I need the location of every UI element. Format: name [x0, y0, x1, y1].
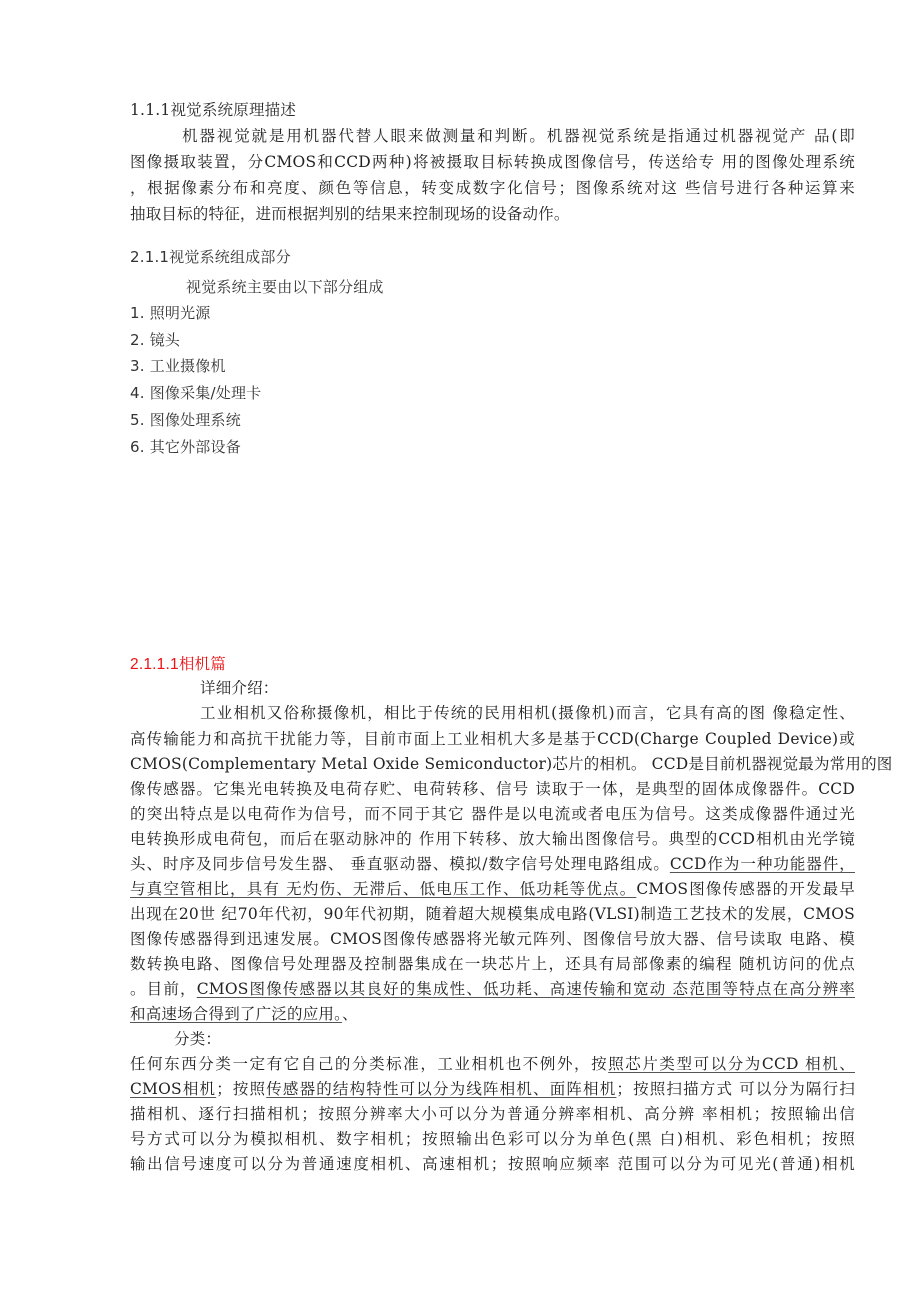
heading-text: 相机篇: [178, 655, 226, 673]
list-label: 图像处理系统: [149, 411, 241, 429]
paragraph-line: 电转换形成电荷包，而后在驱动脉冲的 作用下转移、放大输出图像信号。典型的CCD相机由光学镜: [130, 830, 855, 848]
list-item: [130, 383, 261, 403]
section-heading-camera: [130, 654, 226, 675]
underlined-text: CMOS图像传感器以其良好的集成性、低功耗、高速传输和宽动 态范围等特点在高分辨率: [196, 980, 855, 998]
list-label: 镜头: [149, 331, 181, 349]
paragraph-line: 出现在20世 纪70年代初，90年代初期，随着超大规模集成电路(VLSI)制造工艺技术的发展，CMOS: [130, 905, 855, 923]
list-item: [130, 330, 180, 350]
underlined-text: 传感器的结构特性可以分为线阵相机、面阵相机: [266, 1080, 617, 1098]
text-run: 任何东西分类一定有它自己的分类标准，工业相机也不例外，按: [130, 1055, 609, 1073]
section-heading-principle: 1.1.1视觉系统原理描述: [130, 101, 297, 119]
classification-label: 分类：: [174, 1030, 222, 1048]
paragraph-line: [130, 1054, 855, 1074]
paragraph-line: [130, 1079, 855, 1099]
heading-number: 2.1.1.1: [130, 656, 179, 673]
paragraph-line: 工业相机又俗称摄像机，相比于传统的民用相机(摄像机)而言，它具有高的图 像稳定性、: [200, 704, 855, 722]
text-run: CMOS图像传感器的开发最早: [636, 880, 855, 898]
list-number: 3.: [130, 357, 145, 375]
list-label: 图像采集/处理卡: [149, 384, 262, 402]
paragraph-line: 的突出特点是以电荷作为信号，而不同于其它 器件是以电流或者电压为信号。这类成像器件通过光: [130, 805, 855, 823]
list-number: 1.: [130, 304, 145, 322]
list-item: [130, 356, 226, 376]
paragraph-line: 数转换电路、图像信号处理器及控制器集成在一块芯片上，还具有局部像素的编程 随机访问的优点: [130, 955, 855, 973]
list-number: 4.: [130, 384, 145, 402]
components-intro: 视觉系统主要由以下部分组成: [186, 278, 384, 296]
paragraph-line: 机器视觉就是用机器代替人眼来做测量和判断。机器视觉系统是指通过机器视觉产 品(即: [130, 127, 855, 145]
list-item: [130, 303, 211, 323]
paragraph-line: [130, 879, 855, 899]
text-run: ；按照: [216, 1080, 267, 1098]
text-run: 。目前，: [130, 980, 197, 998]
list-item: [130, 437, 241, 457]
list-label: 其它外部设备: [149, 438, 241, 456]
detail-label: 详细介绍：: [200, 679, 279, 697]
paragraph-line: 描相机、逐行扫描相机；按照分辨率大小可以分为普通分辨率相机、高分辨 率相机；按照输出信: [130, 1105, 855, 1123]
paragraph-line: [130, 1004, 358, 1024]
underlined-text: 与真空管相比，具有 无灼伤、无滞后、低电压工作、低功耗等优点。: [130, 880, 637, 898]
section-heading-components: 2.1.1视觉系统组成部分: [130, 248, 291, 266]
underlined-text: 照芯片类型可以分为CCD 相机、: [608, 1055, 855, 1073]
paragraph-line: [130, 854, 855, 874]
underlined-text: 和高速场合得到了广泛的应用。: [130, 1005, 343, 1023]
paragraph-line: ，根据像素分布和亮度、颜色等信息，转变成数字化信号；图像系统对这 些信号进行各种运算来: [130, 179, 855, 197]
paragraph-line: 输出信号速度可以分为普通速度相机、高速相机；按照响应频率 范围可以分为可见光(普通)相机: [130, 1155, 855, 1173]
paragraph-line: 号方式可以分为模拟相机、数字相机；按照输出色彩可以分为单色(黑 白)相机、彩色相机；按照: [130, 1130, 855, 1148]
paragraph-line: CMOS(Complementary Metal Oxide Semiconductor)芯片的相机。 CCD是目前机器视觉最为常用的图: [130, 755, 893, 773]
text-run: ；按照扫描方式 可以分为隔行扫: [616, 1080, 855, 1098]
underlined-text: CCD作为一种功能器件，: [669, 855, 855, 873]
underlined-text: CMOS相机: [130, 1080, 217, 1098]
list-number: 2.: [130, 331, 145, 349]
paragraph-line: 图像传感器得到迅速发展。CMOS图像传感器将光敏元阵列、图像信号放大器、信号读取 电路、模: [130, 930, 855, 948]
paragraph-line: 像传感器。它集光电转换及电荷存贮、电荷转移、信号 读取于一体，是典型的固体成像器件。CCD: [130, 780, 855, 798]
list-number: 6.: [130, 438, 145, 456]
text-run: 、: [342, 1005, 358, 1023]
text-run: 头、时序及同步信号发生器、 垂直驱动器、模拟/数字信号处理电路组成。: [130, 855, 670, 873]
list-label: 工业摄像机: [149, 357, 226, 375]
paragraph-line: 高传输能力和高抗干扰能力等，目前市面上工业相机大多是基于CCD(Charge Coupled Device)或: [130, 730, 855, 748]
paragraph-line: [130, 979, 855, 999]
paragraph-line: 抽取目标的特征，进而根据判别的结果来控制现场的设备动作。: [130, 205, 570, 223]
list-number: 5.: [130, 411, 145, 429]
paragraph-line: 图像摄取装置，分CMOS和CCD两种)将被摄取目标转换成图像信号，传送给专 用的图像处理系统: [130, 153, 855, 171]
list-item: [130, 410, 241, 430]
list-label: 照明光源: [149, 304, 211, 322]
